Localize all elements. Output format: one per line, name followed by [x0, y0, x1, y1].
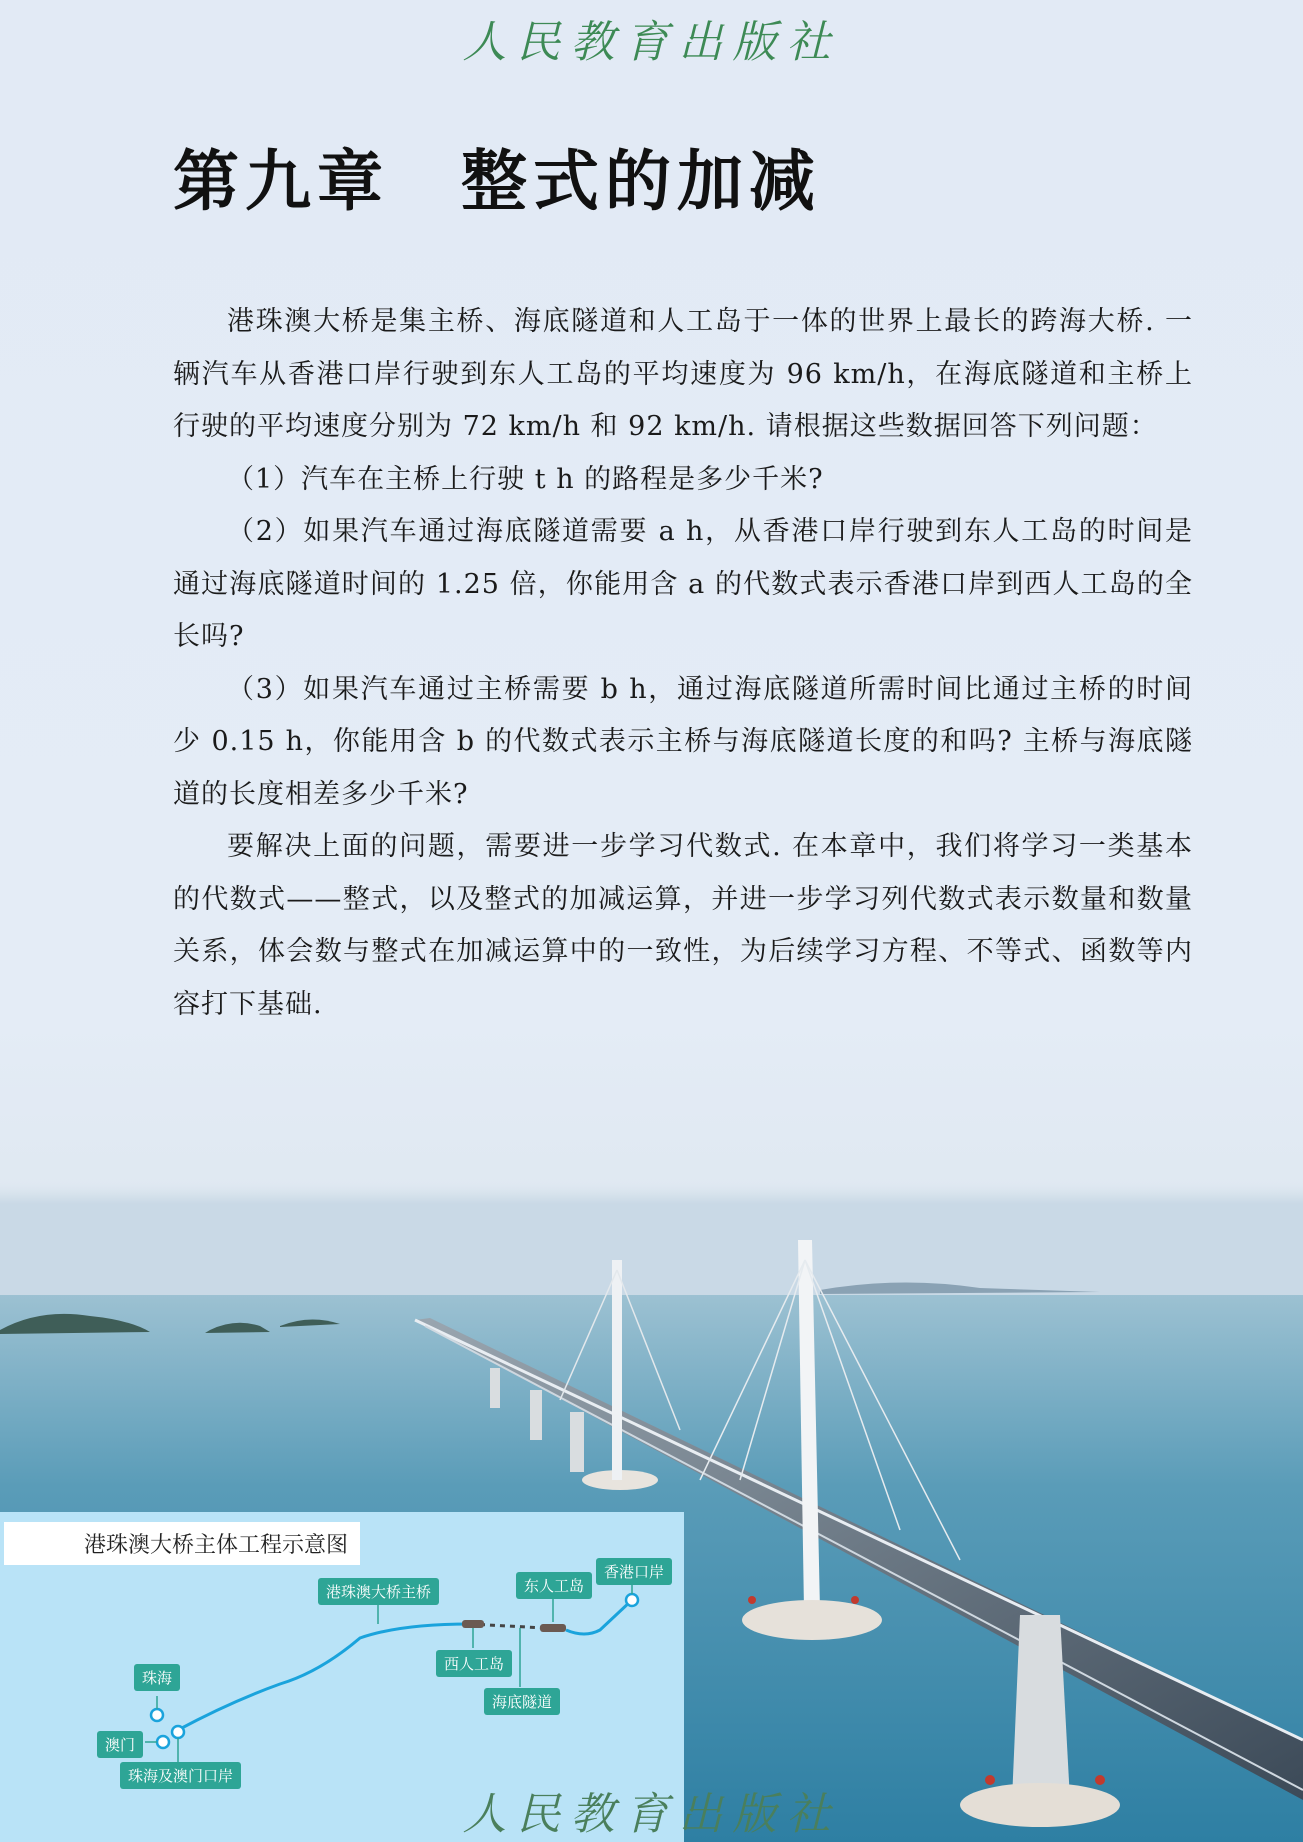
label-main-bridge: 港珠澳大桥主桥 — [318, 1578, 439, 1605]
chapter-intro-text — [173, 296, 1193, 1031]
label-zhuhai-macau-port: 珠海及澳门口岸 — [120, 1762, 241, 1789]
question-2: （2）如果汽车通过海底隧道需要 a h，从香港口岸行驶到东人工岛的时间是通过海底隧道时间的 1.25 倍，你能用含 a 的代数式表示香港口岸到西人工岛的全长吗? — [173, 516, 1194, 652]
label-macau: 澳门 — [97, 1731, 143, 1758]
question-1: （1）汽车在主桥上行驶 t h 的路程是多少千米? — [227, 463, 824, 495]
map-title: 港珠澳大桥主体工程示意图 — [4, 1522, 360, 1565]
label-west-island: 西人工岛 — [436, 1650, 512, 1677]
chapter-title: 第九章 整式的加减 — [173, 143, 821, 220]
label-zhuhai: 珠海 — [134, 1664, 180, 1691]
label-hk-port: 香港口岸 — [596, 1558, 672, 1585]
publisher-logo-bottom: 人民教育出版社 — [462, 1789, 841, 1840]
question-3: （3）如果汽车通过主桥需要 b h，通过海底隧道所需时间比通过主桥的时间少 0.15 h，你能用含 b 的代数式表示主桥与海底隧道长度的和吗? 主桥与海底隧道的长度相差多少千米? — [173, 673, 1193, 810]
label-east-island: 东人工岛 — [516, 1572, 592, 1599]
closing-paragraph: 要解决上面的问题，需要进一步学习代数式. 在本章中，我们将学习一类基本的代数式——整式，以及整式的加减运算，并进一步学习列代数式表示数量和数量关系，体会数与整式在加减运算中的一致性，为后续学习方程、不等式、函数等内容打下基础. — [173, 831, 1193, 1020]
intro-paragraph: 港珠澳大桥是集主桥、海底隧道和人工岛于一体的世界上最长的跨海大桥. 一辆汽车从香港口岸行驶到东人工岛的平均速度为 96 km/h，在海底隧道和主桥上行驶的平均速度分别为 72 km/h 和 92 km/h. 请根据这些数据回答下列问题： — [173, 306, 1193, 442]
label-undersea-tunnel: 海底隧道 — [484, 1688, 560, 1715]
publisher-logo-top: 人民教育出版社 — [462, 17, 841, 68]
